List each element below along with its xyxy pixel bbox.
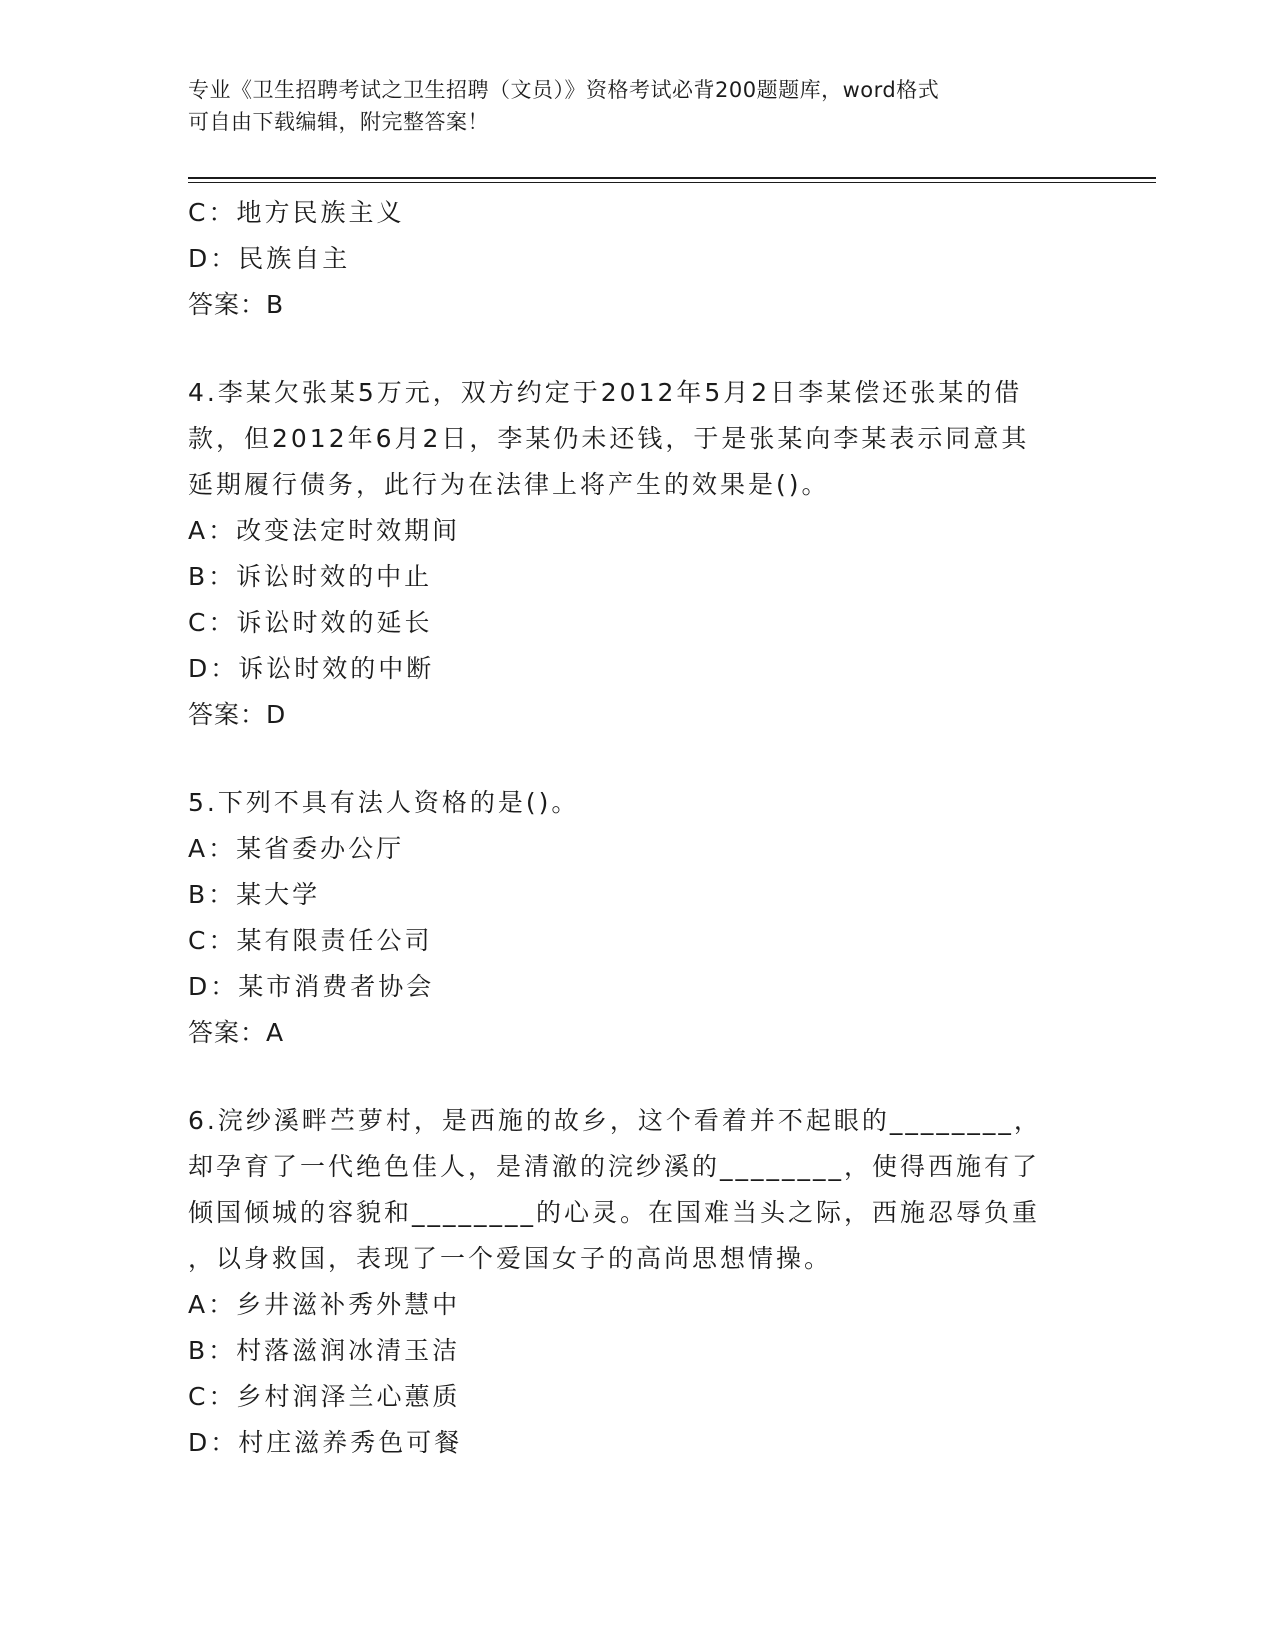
answer: 答案：A	[188, 1018, 285, 1047]
question-6	[188, 1098, 1088, 1466]
question-line: 延期履行债务，此行为在法律上将产生的效果是()。	[188, 470, 830, 499]
header-divider-thick	[188, 177, 1156, 179]
question-line: ，以身救国，表现了一个爱国女子的高尚思想情操。	[188, 1244, 833, 1273]
answer: 答案：D	[188, 700, 287, 729]
question-line: 倾国倾城的容貌和________的心灵。在国难当头之际，西施忍辱负重	[188, 1198, 1041, 1227]
spacer	[188, 1056, 1088, 1098]
option-d: D：民族自主	[188, 244, 351, 273]
option-b: B：诉讼时效的中止	[188, 562, 433, 591]
option-c: C：诉讼时效的延长	[188, 608, 433, 637]
question-line: 5.下列不具有法人资格的是()。	[188, 788, 580, 817]
question-4	[188, 370, 1088, 738]
question-line: 6.浣纱溪畔苎萝村，是西施的故乡，这个看着并不起眼的________，	[188, 1106, 1042, 1135]
option-a: A：乡井滋补秀外慧中	[188, 1290, 461, 1319]
option-c: C：乡村润泽兰心蕙质	[188, 1382, 461, 1411]
question-3-tail	[188, 190, 1088, 328]
option-c: C：某有限责任公司	[188, 926, 433, 955]
option-d: D：村庄滋养秀色可餐	[188, 1428, 463, 1457]
option-d: D：某市消费者协会	[188, 972, 435, 1001]
question-stem	[188, 780, 1088, 826]
header-divider-thin	[188, 182, 1156, 183]
answer: 答案：B	[188, 290, 285, 319]
spacer	[188, 738, 1088, 780]
option-a: A：改变法定时效期间	[188, 516, 461, 545]
option-c: C：地方民族主义	[188, 198, 405, 227]
header-line-1: 专业《卫生招聘考试之卫生招聘（文员）》资格考试必背200题题库，word格式	[188, 78, 940, 102]
question-stem	[188, 370, 1088, 508]
question-line: 4.李某欠张某5万元，双方约定于2012年5月2日李某偿还张某的借	[188, 378, 1023, 407]
option-a: A：某省委办公厅	[188, 834, 405, 863]
spacer	[188, 328, 1088, 370]
question-line: 却孕育了一代绝色佳人，是清澈的浣纱溪的________，使得西施有了	[188, 1152, 1041, 1181]
option-d: D：诉讼时效的中断	[188, 654, 435, 683]
question-line: 款，但2012年6月2日，李某仍未还钱，于是张某向李某表示同意其	[188, 424, 1030, 453]
header-line-2: 可自由下载编辑，附完整答案！	[188, 110, 489, 134]
document-header	[188, 74, 1068, 138]
option-b: B：某大学	[188, 880, 321, 909]
question-5	[188, 780, 1088, 1056]
option-b: B：村落滋润冰清玉洁	[188, 1336, 461, 1365]
document-body	[188, 190, 1088, 1466]
question-stem	[188, 1098, 1088, 1282]
